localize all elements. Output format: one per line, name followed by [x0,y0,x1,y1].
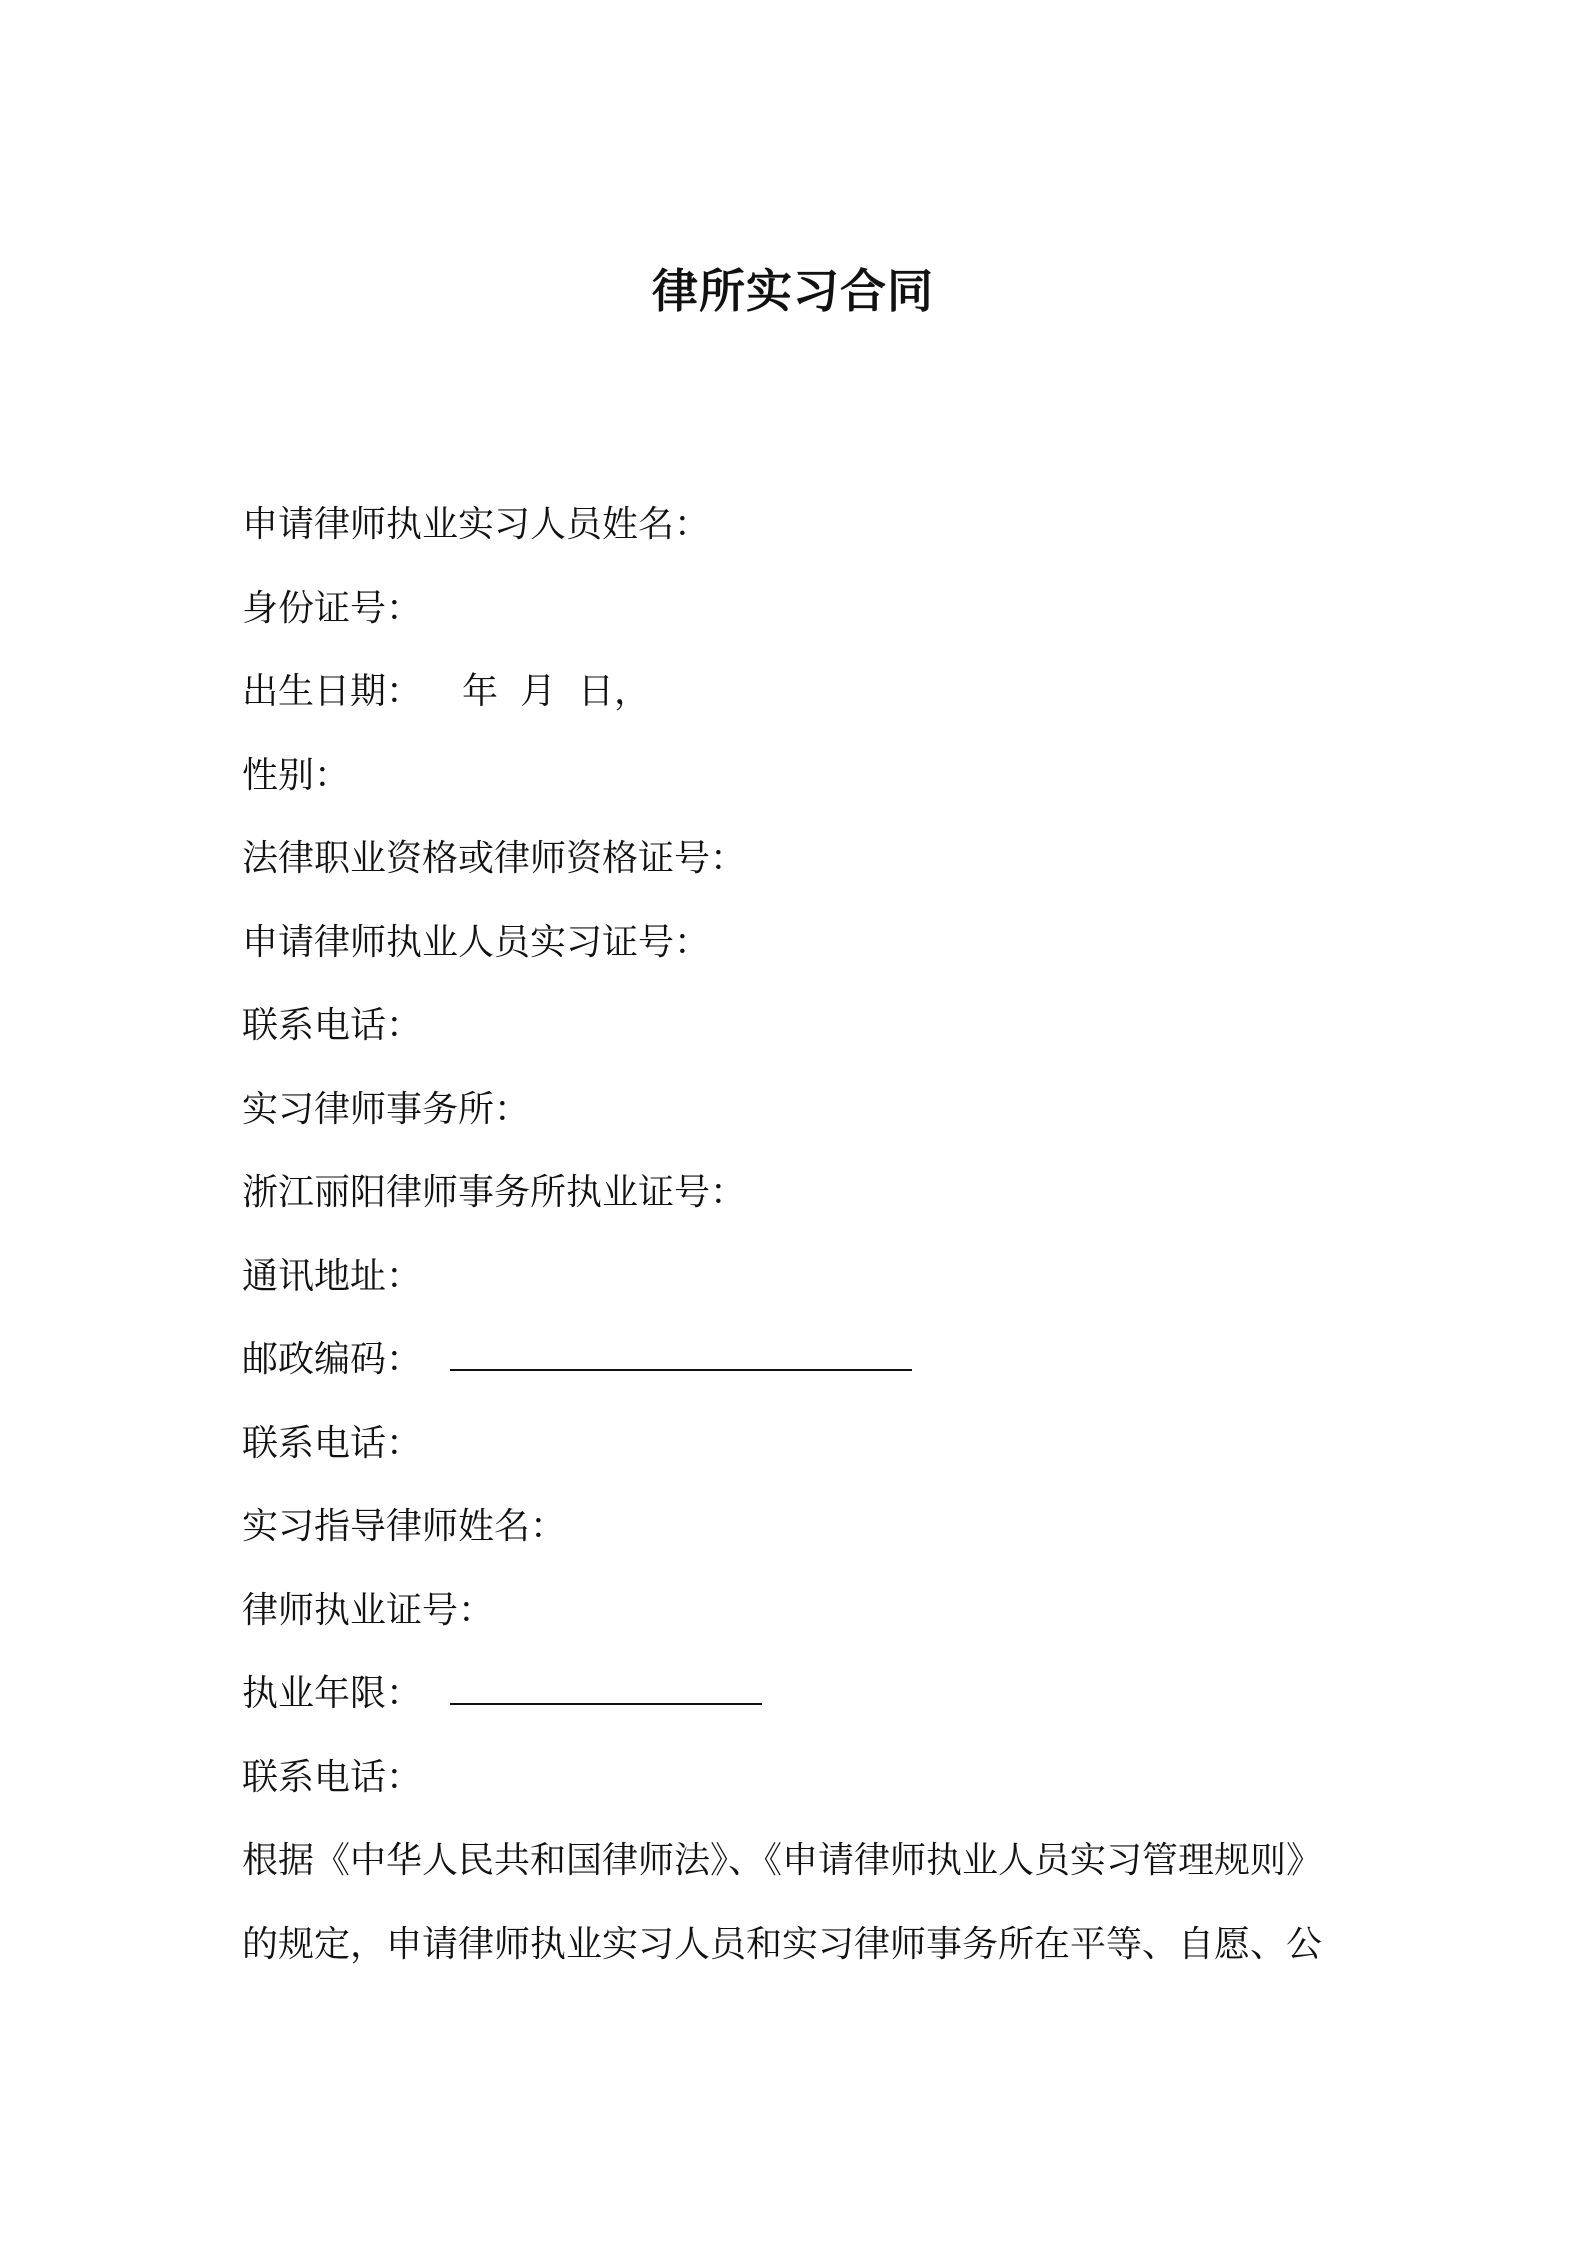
field-label: 实习指导律师姓名： [242,1506,567,1547]
field-supervisor-name [242,1497,1362,1581]
field-label: 实习律师事务所： [242,1088,531,1130]
years-blank-line [450,1673,762,1705]
field-internship-certificate [242,913,1362,997]
paragraph-line: 根据《中华人民共和国律师法》、《申请律师执业人员实习管理规则》 [242,1840,1323,1881]
birth-month-unit: 月 [520,671,557,712]
document-title: 律所实习合同 [652,264,934,318]
postal-code-blank-line [450,1339,912,1371]
field-label: 申请律师执业实习人员姓名： [242,504,711,545]
field-label: 邮政编码： [242,1339,423,1380]
field-qualification-number [242,829,1362,913]
contract-fields [242,495,1362,1831]
field-years-of-practice [242,1664,1362,1748]
field-label: 执业年限： [242,1673,423,1714]
field-firm-license-number [242,1163,1362,1247]
field-label: 法律职业资格或律师资格证号： [242,838,747,879]
field-label: 出生日期： [242,671,423,712]
field-gender [242,746,1362,830]
field-mailing-address [242,1247,1362,1331]
field-law-firm [242,1080,1362,1164]
field-label: 性别： [242,754,351,796]
field-birth-date [242,662,1362,746]
birth-day-unit: 日， [578,671,651,712]
field-postal-code [242,1330,1362,1414]
field-supervisor-license [242,1581,1362,1665]
field-label: 律师执业证号： [242,1589,495,1631]
field-applicant-phone [242,996,1362,1080]
field-applicant-name [242,495,1362,579]
field-id-number [242,579,1362,663]
field-label: 联系电话： [242,1005,423,1046]
field-label: 申请律师执业人员实习证号： [242,921,711,963]
contract-preamble [242,1831,1362,1998]
field-firm-phone [242,1414,1362,1498]
field-supervisor-phone [242,1748,1362,1832]
field-label: 通讯地址： [242,1255,423,1297]
field-label: 联系电话： [242,1756,423,1798]
field-label: 联系电话： [242,1422,423,1464]
paragraph-line: 的规定，申请律师执业实习人员和实习律师事务所在平等、自愿、公 [242,1923,1323,1965]
field-label: 浙江丽阳律师事务所执业证号： [242,1172,747,1213]
birth-year-unit: 年 [462,671,499,712]
field-label: 身份证号： [242,587,423,629]
